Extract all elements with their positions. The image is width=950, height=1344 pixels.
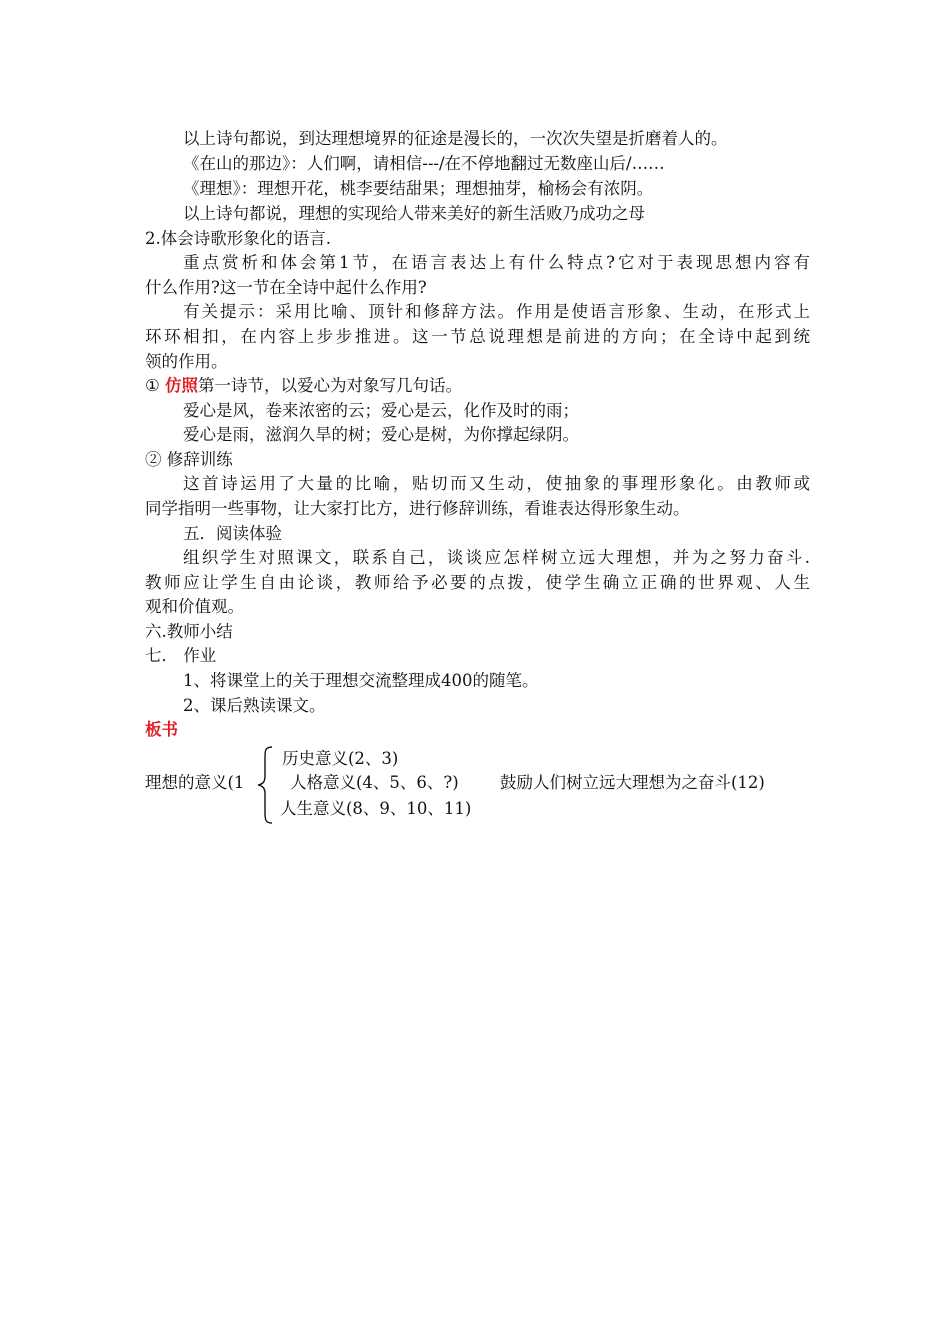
board-label: 理想的意义(1	[145, 773, 245, 792]
example-line: 爱心是雨，滋润久旱的树；爱心是树，为你撑起绿阴。	[183, 425, 579, 444]
highlight-keyword: 仿照	[165, 376, 199, 395]
exercise-heading	[145, 375, 810, 397]
section-heading: 五．阅读体验	[183, 524, 282, 543]
section-heading: 2.体会诗歌形象化的语言.	[145, 229, 331, 248]
paragraph-line: 观和价值观。	[145, 597, 244, 616]
paragraph-line: 这首诗运用了大量的比喻，贴切而又生动，使抽象的事理形象化。由教师或	[183, 474, 810, 493]
homework-item: 2、课后熟读课文。	[183, 696, 326, 715]
board-heading: 板书	[145, 720, 178, 739]
paragraph-line: 什么作用?这一节在全诗中起什么作用?	[145, 278, 427, 297]
board-item-history: 历史意义(2、3)	[282, 749, 399, 768]
poem-quote-line: 《理想》：理想开花，桃李要结甜果；理想抽芽，榆杨会有浓阴。	[183, 179, 654, 198]
section-heading: 七． 作业	[145, 646, 217, 665]
paragraph-line: 有关提示：采用比喻、顶针和修辞方法。作用是使语言形象、生动，在形式上	[183, 302, 810, 321]
paragraph-line: 以上诗句都说，理想的实现给人带来美好的新生活败乃成功之母	[183, 204, 645, 223]
board-item-character: 人格意义(4、5、6、?)	[290, 773, 459, 792]
paragraph-line: 环环相扣，在内容上步步推进。这一节总说理想是前进的方向；在全诗中起到统	[145, 327, 810, 346]
paragraph-line: 同学指明一些事物，让大家打比方，进行修辞训练，看谁表达得形象生动。	[145, 499, 690, 518]
paragraph-line: 领的作用。	[145, 352, 228, 371]
paragraph-line: 组织学生对照课文，联系自己，谈谈应怎样树立远大理想，并为之努力奋斗.	[183, 548, 810, 567]
paragraph-line: 重点赏析和体会第1节，在语言表达上有什么特点?它对于表现思想内容有	[183, 253, 810, 272]
section-heading: 六.教师小结	[145, 622, 233, 641]
homework-item: 1、将课堂上的关于理想交流整理成400的随笔。	[183, 671, 539, 690]
exercise-heading: ② 修辞训练	[145, 450, 233, 469]
exercise-number: ①	[145, 376, 166, 395]
poem-quote-line: 《在山的那边》：人们啊，请相信---/在不停地翻过无数座山后/……	[183, 154, 665, 173]
example-line: 爱心是风，卷来浓密的云；爱心是云，化作及时的雨；	[183, 401, 579, 420]
curly-brace-icon	[256, 746, 280, 824]
paragraph-line: 以上诗句都说，到达理想境界的征途是漫长的，一次次失望是折磨着人的。	[183, 129, 728, 148]
board-conclusion: 鼓励人们树立远大理想为之奋斗(12)	[500, 773, 765, 792]
paragraph-line: 教师应让学生自由论谈，教师给予必要的点拨，使学生确立正确的世界观、人生	[145, 573, 810, 592]
exercise-text: 第一诗节，以爱心为对象写几句话。	[198, 376, 463, 395]
board-item-life: 人生意义(8、9、10、11)	[280, 799, 472, 818]
